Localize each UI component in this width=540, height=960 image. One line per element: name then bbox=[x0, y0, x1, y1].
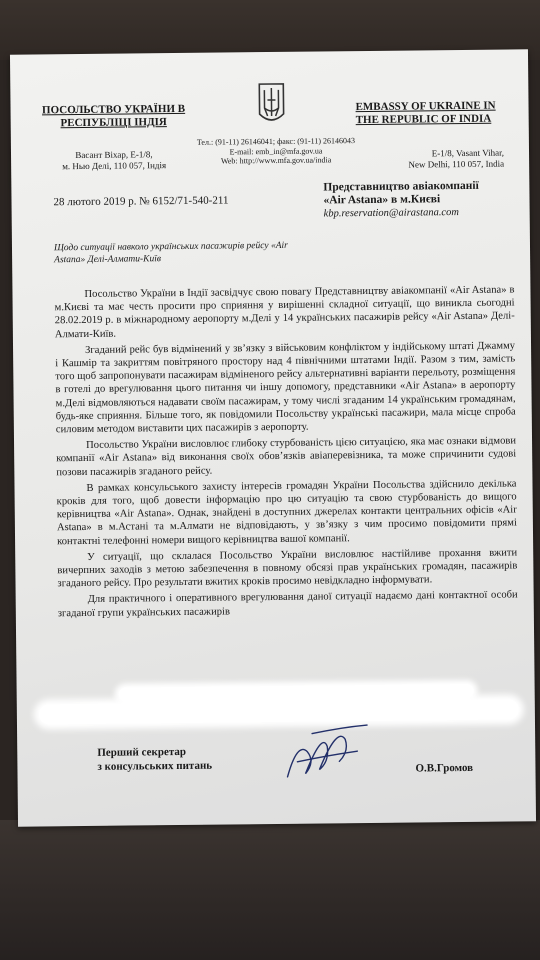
recipient-block: Представництво авіакомпанії «Air Astana» в м.Києві kbp.reservation@airastana.com bbox=[323, 179, 523, 220]
header-left-ukrainian bbox=[38, 103, 189, 173]
redaction-mark bbox=[39, 699, 519, 724]
paragraph: Для практичного і оперативного врегулювання даної ситуації надаємо дані контактної особи згаданої групи українських пасажирів bbox=[57, 589, 518, 619]
handwritten-signature bbox=[267, 721, 378, 782]
letter-body bbox=[54, 283, 517, 623]
paragraph: Посольство України в Індії засвідчує свою повагу Представництву авіакомпанії «Air Astana» в м.Києві та має честь просити про сприяння у вирішенні складної ситуації, що виникла сьогодні 28.02.2019 р. в міжнародному аеропорту м.Делі у 14 українських пасажирів рейсу «Air Astana» Делі-Алмати-Київ. bbox=[54, 284, 515, 340]
reference-number: 28 лютого 2019 р. № 6152/71-540-211 bbox=[53, 194, 229, 209]
embassy-contacts: Тел.: (91-11) 26146041; факс: (91-11) 26146043 E-mail: emb_in@mfa.gov.ua Web: http://www.mfa.gov.ua/india bbox=[196, 136, 356, 166]
signatory-name: О.В.Громов bbox=[415, 761, 474, 775]
embassy-name-ua: ПОСОЛЬСТВО УКРАЇНИ В РЕСПУБЛІЦІ ІНДІЯ bbox=[41, 102, 186, 130]
embassy-address-en: E-1/8, Vasant Vihar, New Delhi, 110 057, India bbox=[408, 147, 505, 170]
header-right-english bbox=[355, 99, 516, 171]
embassy-name-en: EMBASSY OF UKRAINE IN THE REPUBLIC OF INDIA bbox=[355, 99, 496, 127]
paragraph: В рамках консульського захисту інтересів громадян України Посольства здійснило декілька кроків для того, щоб довести інформацію про цю ситуацію та свою стурбованість до вищого керівництва «Air Astana». Однак, знайдені в доступних джерелах контакти центральних офісів «Air Astana» в м.Астані та м.Алмати не відповідають, у зв’язку з чим просимо повідомити прямі контактні телефонні номери вищого керівництва вашої компанії. bbox=[56, 478, 517, 547]
background-floor-bottom bbox=[0, 820, 540, 960]
paragraph: Посольство України висловлює глибоку стурбованість цією ситуацією, яка має ознаки відмови компанії «Air Astana» від виконання своїх обов’язків авіаперевізника, та може спричинити судові позови пасажирів згаданого рейсу. bbox=[56, 435, 517, 478]
redaction-mark bbox=[119, 684, 474, 702]
coat-of-arms-trident-icon bbox=[256, 82, 286, 126]
letter-sheet bbox=[10, 49, 536, 826]
paragraph: Згаданий рейс був відмінений у зв’язку з військовим конфліктом у індійському штаті Джамму і Кашмір та закриттям повітряного простору над 4 північними штатами Індії. Разом з тим, замість того щоб запропонувати пасажирам відміненого рейсу альтернативні варіанти перельоту, розміщення в готелі до врегулювання цього питання чи іншу допомогу, представники «Air Astana» в аеропорту м.Делі відмовляються надавати своїм пасажирам, у тому числі згаданим 14 українським громадянам, будь-яке сприяння. Більше того, як повідомили Посольству українські пасажири, мала місце спроба силовим методом виставити цих пасажирів з аеропорту. bbox=[55, 340, 516, 436]
paragraph: У ситуації, що склалася Посольство України висловлює настійливе прохання вжити вичерпних заходів з метою забезпечення в повному обсязі прав українських громадян, пасажирів згаданого рейсу. Про результати вжитих кроків просимо невідкладно інформувати. bbox=[57, 547, 518, 590]
signatory-title: Перший секретар з консульських питань bbox=[97, 745, 213, 773]
embassy-address-ua: Васант Віхар, Е-1/8, м. Нью Делі, 110 057, Індія bbox=[62, 149, 167, 172]
recipient-email: kbp.reservation@airastana.com bbox=[323, 207, 459, 220]
letter-subject: Щодо ситуації навколо українських пасажирів рейсу «Air Astana» Делі-Алмати-Київ bbox=[53, 240, 288, 266]
